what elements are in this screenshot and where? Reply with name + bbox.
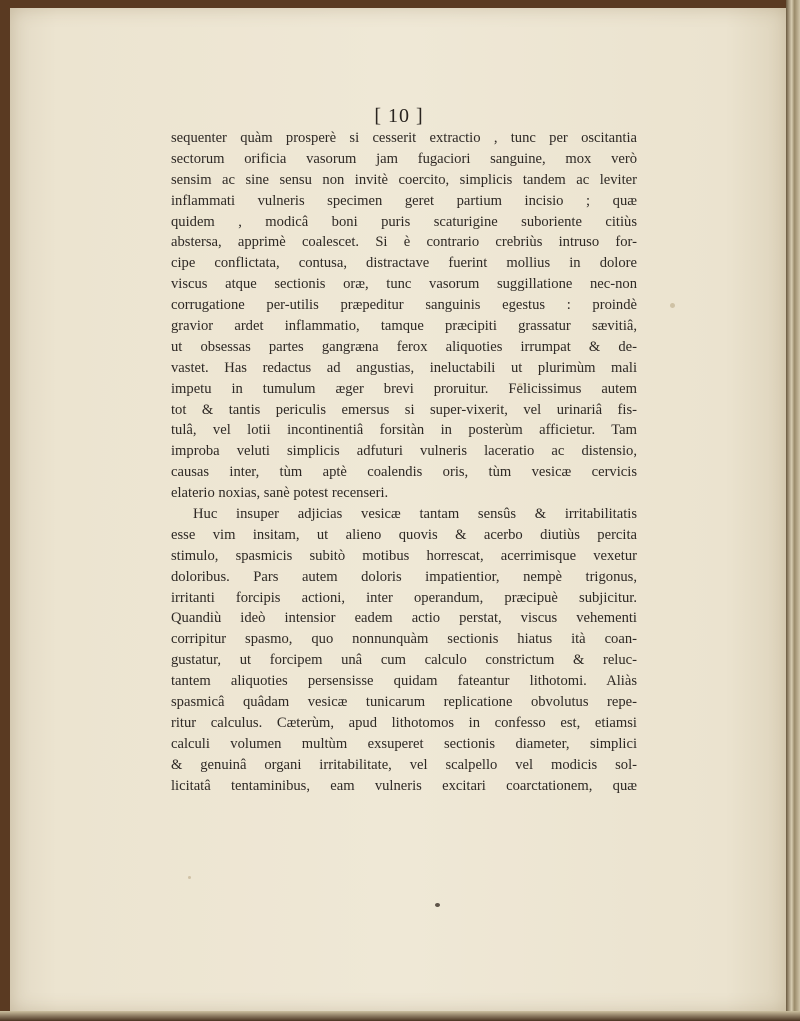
text-line: gravior ardet inflammatio, tamque præcipiti grassatur sævitiâ,	[171, 318, 637, 335]
text-line: tot & tantis periculis emersus si super-vixerit, vel urinariâ fis-	[171, 401, 637, 418]
paper-foxing-spot	[188, 876, 191, 879]
page-number: [ 10 ]	[374, 105, 424, 127]
text-line: gustatur, ut forcipem unâ cum calculo constrictum & reluc-	[171, 652, 637, 669]
paper-foxing-spot	[435, 903, 440, 907]
body-text	[171, 128, 637, 797]
text-line: sequenter quàm prosperè si cesserit extractio , tunc per oscitantia	[171, 130, 637, 146]
text-line: sensim ac sine sensu non invitè coercito, simplicis tandem ac leviter	[171, 171, 637, 188]
text-line: viscus atque sectionis oræ, tunc vasorum suggillatione nec-non	[171, 276, 637, 293]
text-line: causas inter, tùm aptè coalendis oris, tùm vesicæ cervicis	[171, 464, 637, 481]
text-line: doloribus. Pars autem doloris impatientior, nempè trigonus,	[171, 568, 637, 585]
text-line: elaterio noxias, sanè potest recenseri.	[171, 485, 389, 502]
text-line: quidem , modicâ boni puris scaturigine suboriente citiùs	[171, 213, 637, 230]
text-line: Quandiù ideò intensior eadem actio perstat, viscus vehementi	[171, 610, 637, 627]
book-edge-bottom	[0, 1011, 800, 1021]
text-line: spasmicâ quâdam vesicæ tunicarum replicatione obvolutus repe-	[171, 694, 637, 711]
text-line: impetu in tumulum æger brevi proruitur. Felicissimus autem	[171, 380, 637, 397]
text-line: corripitur spasmo, quo nonnunquàm sectionis hiatus ità coan-	[171, 631, 637, 648]
text-line: stimulo, spasmicis subitò motibus horrescat, acerrimisque vexetur	[171, 547, 637, 564]
text-line: esse vim insitam, ut alieno quovis & acerbo diutiùs percita	[171, 526, 637, 543]
text-line: abstersa, apprimè coalescet. Si è contrario crebriùs intruso for-	[171, 234, 637, 251]
text-line: & genuinâ organi irritabilitate, vel scalpello vel modicis sol-	[171, 756, 637, 773]
book-page	[10, 8, 788, 1012]
text-line: calculi volumen multùm exsuperet sectionis diameter, simplici	[171, 735, 637, 752]
paper-foxing-spot	[670, 303, 675, 308]
text-line: irritanti forcipis actioni, inter operandum, præcipuè subjicitur.	[171, 589, 637, 606]
text-line: licitatâ tentaminibus, eam vulneris excitari coarctationem, quæ	[171, 777, 637, 794]
book-edge-right	[786, 0, 800, 1021]
text-line: inflammati vulneris specimen geret partium incisio ; quæ	[171, 192, 637, 209]
text-line: Huc insuper adjicias vesicæ tantam sensûs & irritabilitatis	[193, 506, 637, 523]
text-line: cipe conflictata, contusa, distractave fuerint mollius in dolore	[171, 255, 637, 272]
text-line: vastet. Has redactus ad angustias, ineluctabili ut plurimùm mali	[171, 359, 637, 376]
text-line: tulâ, vel lotii incontinentiâ forsitàn in posterùm afficietur. Tam	[171, 422, 637, 439]
text-line: sectorum orificia vasorum jam fugaciori sanguine, mox verò	[171, 150, 637, 167]
text-line: corrugatione per-utilis præpeditur sanguinis egestus : proindè	[171, 297, 637, 314]
text-line: ut obsessas partes gangræna ferox aliquoties irrumpat & de-	[171, 338, 637, 355]
text-line: ritur calculus. Cæterùm, apud lithotomos in confesso est, etiamsi	[171, 714, 637, 731]
text-line: improba veluti simplicis adfuturi vulneris laceratio ac distensio,	[171, 443, 637, 460]
text-line: tantem aliquoties persensisse quidam fateantur lithotomi. Aliàs	[171, 673, 637, 690]
